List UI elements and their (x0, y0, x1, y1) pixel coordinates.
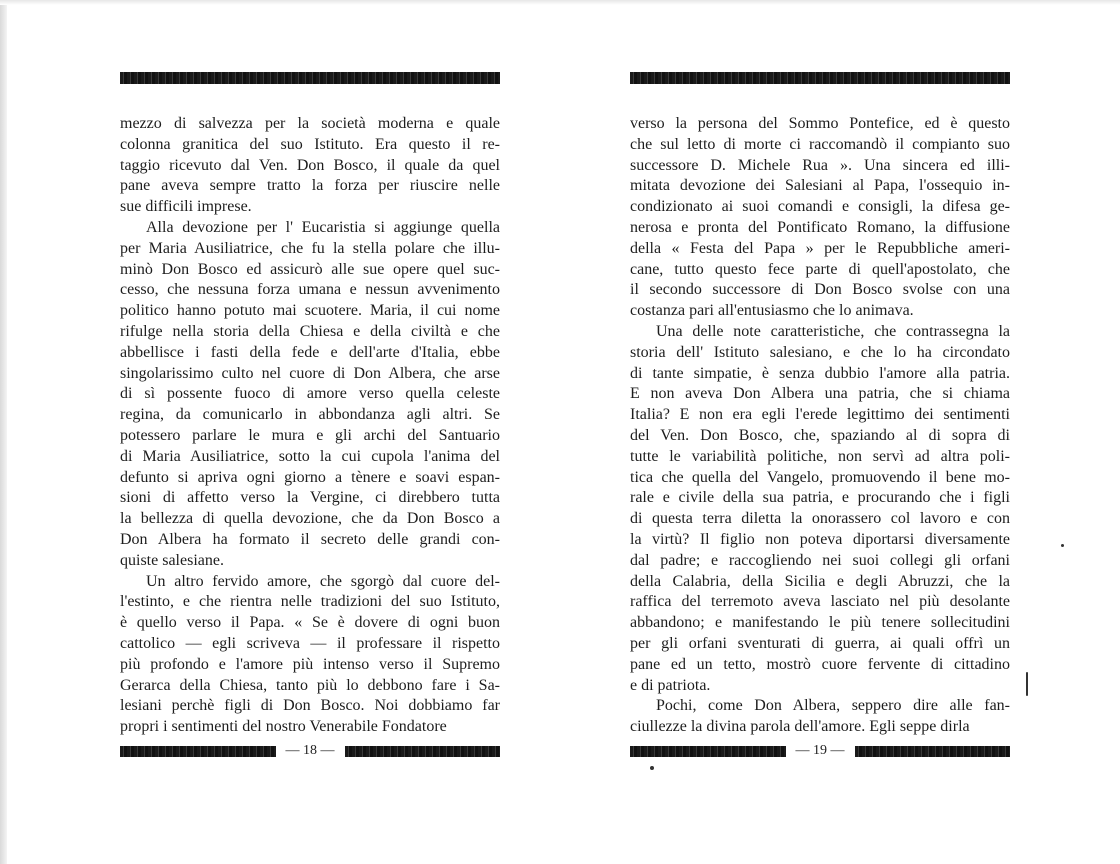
text-line: cane, tutto questo fece parte di quell'apostolato, che (630, 260, 1010, 278)
text-line: Gerarca della Chiesa, tanto più lo debbono fare i Sa- (120, 676, 500, 694)
text-line: l'estinto, e che rientra nelle tradizioni del suo Istituto, (120, 593, 500, 611)
text-line: dal padre; e raccogliendo nei suoi collegi gli orfani (630, 551, 1010, 569)
text-line: abbellisce i fasti della fede e dell'arte d'Italia, ebbe (120, 343, 500, 361)
text-line: del Ven. Don Bosco, che, spaziando al di sopra di (630, 426, 1010, 444)
text-line: cattolico — egli scriveva — il professare il rispetto (120, 634, 500, 652)
left-page (120, 0, 500, 864)
text-line: mezzo di salvezza per la società moderna e quale (120, 115, 500, 132)
text-line: e di patriota. (630, 676, 711, 694)
text-line: rale e civile della sua patria, e procurando che i figli (630, 489, 1010, 507)
text-line: politico hanno potuto mai scuotere. Maria, il cui nome (120, 302, 500, 320)
text-line: la bellezza di quella devozione, che da Don Bosco a (120, 510, 500, 528)
text-line: Un altro fervido amore, che sgorgò dal cuore del- (146, 572, 500, 590)
text-line: Italia? E non era egli l'erede legittimo dei sentimenti (630, 406, 1010, 424)
right-page (630, 0, 1010, 864)
scan-speck (1026, 672, 1028, 696)
text-line: sue difficili imprese. (120, 198, 252, 216)
footer-rule-right (855, 746, 1011, 757)
text-line: minò Don Bosco ed assicurò alle sue opere quel suc- (120, 260, 500, 278)
text-line: Pochi, come Don Albera, seppero dire alle fan- (656, 697, 1010, 715)
text-line: di tante simpatie, è senza dubbio l'amore alla patria. (630, 364, 1010, 382)
scan-speck (1061, 544, 1064, 547)
text-line: di sì possente fuoco di amore verso quella celeste (120, 385, 500, 403)
text-line: della Calabria, della Sicilia e degli Abruzzi, che la (630, 572, 1010, 590)
text-line: che sul letto di morte ci raccomandò il compianto suo (630, 135, 1010, 153)
text-line: sioni di affetto verso la Vergine, ci direbbero tutta (120, 489, 500, 507)
text-line: storia dell' Istituto salesiano, e che lo ha circondato (630, 343, 1010, 361)
footer-rule-left (630, 746, 786, 757)
text-line: quiste salesiane. (120, 551, 224, 569)
text-line: E non aveva Don Albera una patria, che si chiama (630, 385, 1010, 403)
text-line: di questa terra diletta la onorassero col lavoro e con (630, 510, 1010, 528)
text-line: tica che quella del Vangelo, promuovendo il bene mo- (630, 468, 1010, 486)
footer-rule-right (345, 746, 501, 757)
text-line: propri i sentimenti del nostro Venerabile Fondatore (120, 718, 447, 736)
text-line: della « Festa del Papa » per le Repubbliche ameri- (630, 239, 1010, 257)
footer-rule-left (120, 746, 276, 757)
text-line: costanza pari all'entusiasmo che lo animava. (630, 302, 914, 320)
page-number: — 18 — (285, 743, 335, 758)
text-line: Alla devozione per l' Eucaristia si aggiunge quella (146, 218, 500, 236)
text-line: pane ed un tetto, mostrò cuore fervente di cittadino (630, 655, 1010, 673)
left-page-footer (120, 744, 500, 758)
text-line: raffica del terremoto aveva lasciato nel più desolante (630, 593, 1010, 611)
text-line: ciullezze la divina parola dell'amore. Egli seppe dirla (630, 718, 970, 736)
text-line: mitata devozione dei Salesiani al Papa, l'ossequio in- (630, 177, 1010, 195)
text-line: più profondo e l'amore più intenso verso il Supremo (120, 655, 500, 673)
text-line: cesso, che nessuna forza umana e nessun avvenimento (120, 281, 500, 299)
text-line: per gli orfani sventurati di guerra, ai quali offrì un (630, 634, 1010, 652)
text-line: taggio ricevuto dal Ven. Don Bosco, il quale da quel (120, 156, 500, 174)
right-page-text (630, 114, 1010, 738)
text-line: singolarissimo culto nel cuore di Don Albera, che arse (120, 364, 500, 382)
text-line: rifulge nella storia della Chiesa e della civiltà e che (120, 322, 500, 340)
text-line: potessero parlare le mura e gli archi del Santuario (120, 426, 500, 444)
text-line: successore D. Michele Rua ». Una sincera ed illi- (630, 156, 1010, 174)
text-line: nerosa e pronta del Pontificato Romano, la diffusione (630, 218, 1010, 236)
text-line: abbandono; e manifestando le più tenere sollecitudini (630, 614, 1010, 632)
text-line: la virtù? Il figlio non poteva diportarsi diversamente (630, 530, 1010, 548)
text-line: verso la persona del Sommo Pontefice, ed è questo (630, 115, 1010, 132)
right-page-footer (630, 744, 1010, 758)
header-rule (120, 72, 500, 84)
text-line: è quello verso il Papa. « Se è dovere di ogni buon (120, 614, 500, 632)
book-gutter-edge (0, 0, 7, 864)
text-line: colonna granitica del suo Istituto. Era questo il re- (120, 135, 500, 153)
text-line: condizionato ai suoi comandi e consigli, la difesa ge- (630, 198, 1010, 216)
text-line: regina, da comunicarlo in abbondanza agli altri. Se (120, 406, 500, 424)
text-line: per Maria Ausiliatrice, che fu la stella polare che illu- (120, 239, 500, 257)
scan-speck (650, 766, 654, 770)
text-line: defunto si apriva ogni giorno a tènere e soavi espan- (120, 468, 500, 486)
text-line: lesiani perchè figli di Don Bosco. Noi dobbiamo far (120, 697, 500, 715)
text-line: di Maria Ausiliatrice, sotto la cui cupola l'anima del (120, 447, 500, 465)
header-rule (630, 72, 1010, 84)
text-line: Don Albera ha formato il secreto delle grandi con- (120, 530, 500, 548)
text-line: tutte le variabilità politiche, non servì ad altra poli- (630, 447, 1010, 465)
text-line: pane aveva sempre tratto la forza per riuscire nelle (120, 177, 500, 195)
left-page-text (120, 114, 500, 738)
page-number: — 19 — (795, 743, 845, 758)
text-line: Una delle note caratteristiche, che contrassegna la (656, 322, 1010, 340)
text-line: il secondo successore di Don Bosco svolse con una (630, 281, 1010, 299)
